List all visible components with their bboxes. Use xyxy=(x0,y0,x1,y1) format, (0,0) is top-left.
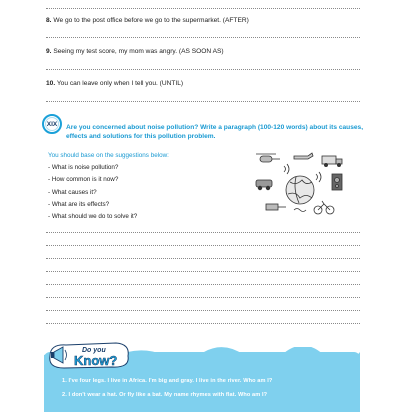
writing-line xyxy=(46,323,360,324)
did-you-know-small: Do you xyxy=(82,347,106,354)
question-text: You can leave only when I tell you. (UNTIL) xyxy=(56,80,184,87)
suggestion-item: - What is noise pollution? xyxy=(48,164,119,171)
did-you-know-big: Know? xyxy=(74,353,118,368)
answer-line xyxy=(46,37,360,38)
suggestions-heading: You should base on the suggestions below: xyxy=(48,152,169,159)
suggestion-item: - What causes it? xyxy=(48,189,97,196)
question-text: We go to the post office before we go to the supermarket. (AFTER) xyxy=(53,17,249,24)
suggestion-item: - What should we do to solve it? xyxy=(48,213,138,220)
writing-task: Are you concerned about noise pollution? Write a paragraph (100-120 words) about its causes, effects and solutions for this pollution problem. xyxy=(66,124,364,140)
question-9 xyxy=(46,48,224,55)
riddle-2: 2. I don't wear a hat. Or fly like a bat. My name rhymes with flat. Who am I? xyxy=(62,392,268,398)
question-text: Seeing my test score, my mom was angry. (AS SOON AS) xyxy=(53,48,224,55)
riddle-1: 1. I've four legs. I live in Africa. I'm big and gray. I live in the river. Who am I? xyxy=(62,378,273,384)
writing-line xyxy=(46,232,360,233)
noise-pollution-illustration xyxy=(254,150,352,220)
question-number: 10. xyxy=(46,80,56,87)
question-10 xyxy=(46,80,183,87)
suggestion-item: - How common is it now? xyxy=(48,176,119,183)
writing-line xyxy=(46,297,360,298)
question-8 xyxy=(46,17,249,24)
did-you-know-badge xyxy=(46,340,132,370)
writing-line xyxy=(46,310,360,311)
question-number: 8. xyxy=(46,17,52,24)
answer-line xyxy=(46,8,360,9)
answer-line xyxy=(46,101,360,102)
writing-line xyxy=(46,245,360,246)
writing-line xyxy=(46,284,360,285)
writing-line xyxy=(46,271,360,272)
suggestion-item: - What are its effects? xyxy=(48,201,110,208)
writing-line xyxy=(46,258,360,259)
question-number: 9. xyxy=(46,48,52,55)
section-badge: XIX xyxy=(42,114,62,134)
answer-line xyxy=(46,69,360,70)
